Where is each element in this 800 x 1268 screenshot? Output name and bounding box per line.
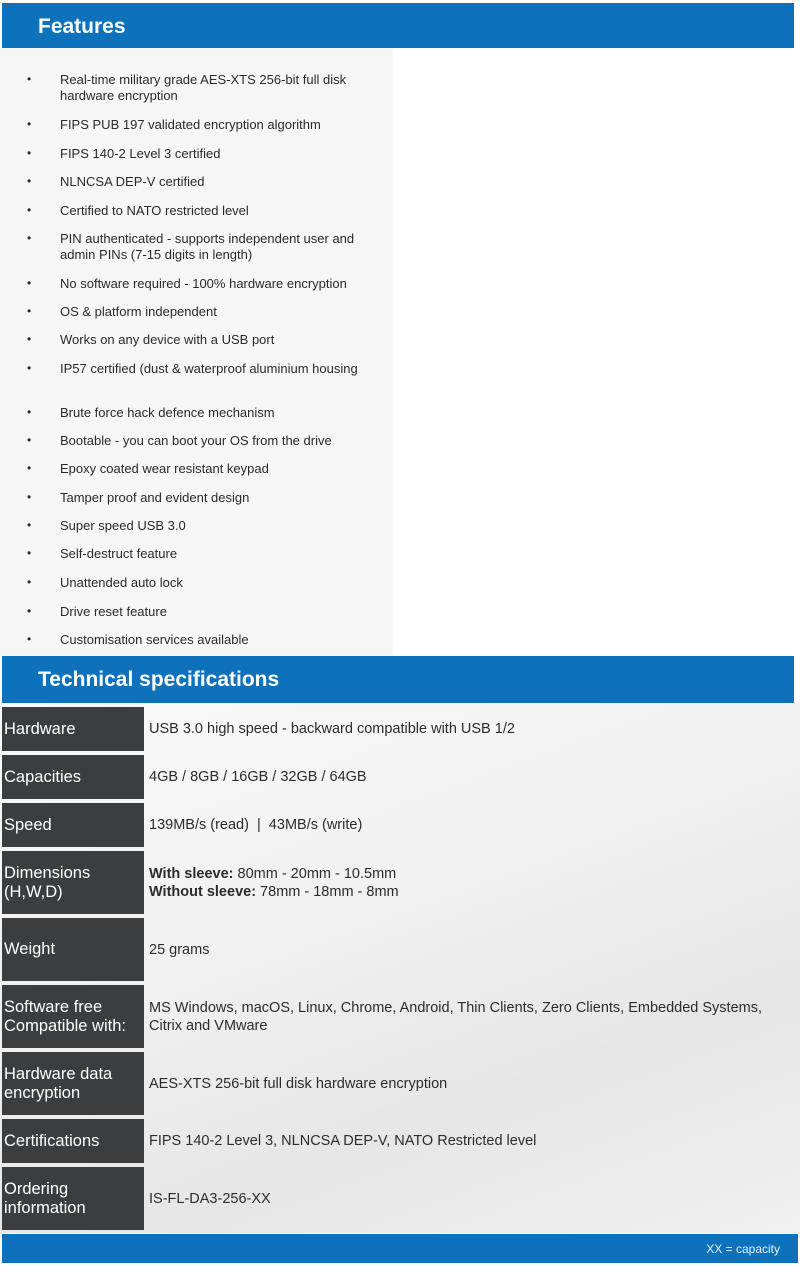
feature-text: Brute force hack defence mechanism bbox=[60, 405, 275, 420]
specs-header bbox=[2, 656, 794, 703]
without-sleeve-value: 78mm - 18mm - 8mm bbox=[256, 883, 399, 900]
spec-value bbox=[149, 1052, 799, 1115]
without-sleeve-line bbox=[149, 884, 399, 900]
feature-text: Tamper proof and evident design bbox=[60, 490, 250, 505]
spec-value-text: 25 grams bbox=[149, 941, 210, 958]
spec-value-text: FIPS 140-2 Level 3, NLNCSA DEP-V, NATO Restricted level bbox=[149, 1133, 537, 1149]
bullet-icon: • bbox=[27, 461, 32, 475]
features-header bbox=[2, 3, 794, 48]
spec-value-text: USB 3.0 high speed - backward compatible with USB 1/2 bbox=[149, 721, 515, 737]
feature-text: Bootable - you can boot your OS from the drive bbox=[60, 433, 332, 448]
spec-row-hardware bbox=[2, 707, 800, 751]
feature-text: Certified to NATO restricted level bbox=[60, 203, 249, 218]
spec-value-text: 4GB / 8GB / 16GB / 32GB / 64GB bbox=[149, 769, 367, 785]
specs-title: Technical specifications bbox=[38, 668, 280, 691]
feature-text: FIPS PUB 197 validated encryption algorithm bbox=[60, 117, 321, 132]
spec-value-text: MS Windows, macOS, Linux, Chrome, Android, Thin Clients, Zero Clients, Embedded Systems, Citrix and VMware bbox=[149, 999, 763, 1034]
with-sleeve-line bbox=[149, 866, 396, 882]
spec-value bbox=[149, 755, 799, 799]
dimensions-values bbox=[149, 865, 399, 901]
bullet-icon: • bbox=[27, 332, 32, 346]
feature-text: NLNCSA DEP-V certified bbox=[60, 174, 205, 189]
spec-value bbox=[149, 707, 799, 751]
feature-text: Self-destruct feature bbox=[60, 546, 178, 561]
spec-value-text: IS-FL-DA3-256-XX bbox=[149, 1190, 271, 1207]
spec-row-ordering bbox=[2, 1167, 800, 1230]
feature-text: Drive reset feature bbox=[60, 604, 167, 619]
bullet-icon: • bbox=[27, 604, 32, 618]
without-sleeve-label: Without sleeve: bbox=[149, 883, 257, 900]
features-list bbox=[0, 48, 393, 656]
capacity-note: XX = capacity bbox=[706, 1242, 780, 1256]
bullet-icon: • bbox=[27, 405, 32, 419]
spec-row-dimensions bbox=[2, 851, 800, 914]
bullet-icon: • bbox=[27, 518, 32, 532]
spec-value bbox=[149, 851, 799, 914]
feature-text: Works on any device with a USB port bbox=[60, 332, 275, 347]
feature-text: IP57 certified (dust & waterproof aluminium housing bbox=[60, 361, 358, 376]
feature-text: Real-time military grade AES-XTS 256-bit full disk hardware encryption bbox=[60, 72, 347, 103]
spec-value-text: AES-XTS 256-bit full disk hardware encryption bbox=[149, 1075, 448, 1092]
spec-row-capacities bbox=[2, 755, 800, 799]
spec-value bbox=[149, 1167, 799, 1230]
bullet-icon: • bbox=[27, 276, 32, 290]
bullet-icon: • bbox=[27, 490, 32, 504]
spec-value-text: 139MB/s (read) | 43MB/s (write) bbox=[149, 817, 363, 833]
bullet-icon: • bbox=[27, 546, 32, 560]
bullet-icon: • bbox=[27, 203, 32, 217]
spec-value bbox=[149, 985, 799, 1048]
spec-label: Speed bbox=[2, 803, 144, 847]
spec-label: Certifications bbox=[2, 1119, 144, 1163]
spec-label: Dimensions (H,W,D) bbox=[2, 851, 144, 914]
spec-row-compatibility bbox=[2, 985, 800, 1048]
feature-text: Super speed USB 3.0 bbox=[60, 518, 186, 533]
with-sleeve-label: With sleeve: bbox=[149, 865, 234, 882]
spec-label: Capacities bbox=[2, 755, 144, 799]
bullet-icon: • bbox=[27, 72, 32, 86]
spec-row-weight bbox=[2, 918, 800, 981]
bullet-icon: • bbox=[27, 575, 32, 589]
feature-text: PIN authenticated - supports independent user and admin PINs (7-15 digits in length) bbox=[60, 231, 355, 262]
bullet-icon: • bbox=[27, 304, 32, 318]
spec-label: Weight bbox=[2, 918, 144, 981]
spec-row-certifications bbox=[2, 1119, 800, 1163]
spec-row-encryption bbox=[2, 1052, 800, 1115]
features-title: Features bbox=[38, 15, 126, 38]
feature-text: Epoxy coated wear resistant keypad bbox=[60, 461, 269, 476]
feature-text: Customisation services available bbox=[60, 632, 249, 647]
feature-text: FIPS 140-2 Level 3 certified bbox=[60, 146, 221, 161]
feature-text: OS & platform independent bbox=[60, 304, 217, 319]
footer-bar bbox=[2, 1234, 798, 1263]
bullet-icon: • bbox=[27, 361, 32, 375]
bullet-icon: • bbox=[27, 174, 32, 188]
bullet-icon: • bbox=[27, 231, 32, 245]
spec-value bbox=[149, 803, 799, 847]
spec-row-speed bbox=[2, 803, 800, 847]
bullet-icon: • bbox=[27, 117, 32, 131]
bullet-icon: • bbox=[27, 632, 32, 646]
spec-label: Hardware bbox=[2, 707, 144, 751]
spec-label: Software free Compatible with: bbox=[2, 985, 144, 1048]
with-sleeve-value: 80mm - 20mm - 10.5mm bbox=[233, 865, 397, 882]
feature-text: No software required - 100% hardware encryption bbox=[60, 276, 347, 291]
bullet-icon: • bbox=[27, 433, 32, 447]
spec-label: Hardware data encryption bbox=[2, 1052, 144, 1115]
bullet-icon: • bbox=[27, 146, 32, 160]
spec-value bbox=[149, 918, 799, 981]
feature-text: Unattended auto lock bbox=[60, 575, 183, 590]
spec-value bbox=[149, 1119, 799, 1163]
spec-label: Ordering information bbox=[2, 1167, 144, 1230]
